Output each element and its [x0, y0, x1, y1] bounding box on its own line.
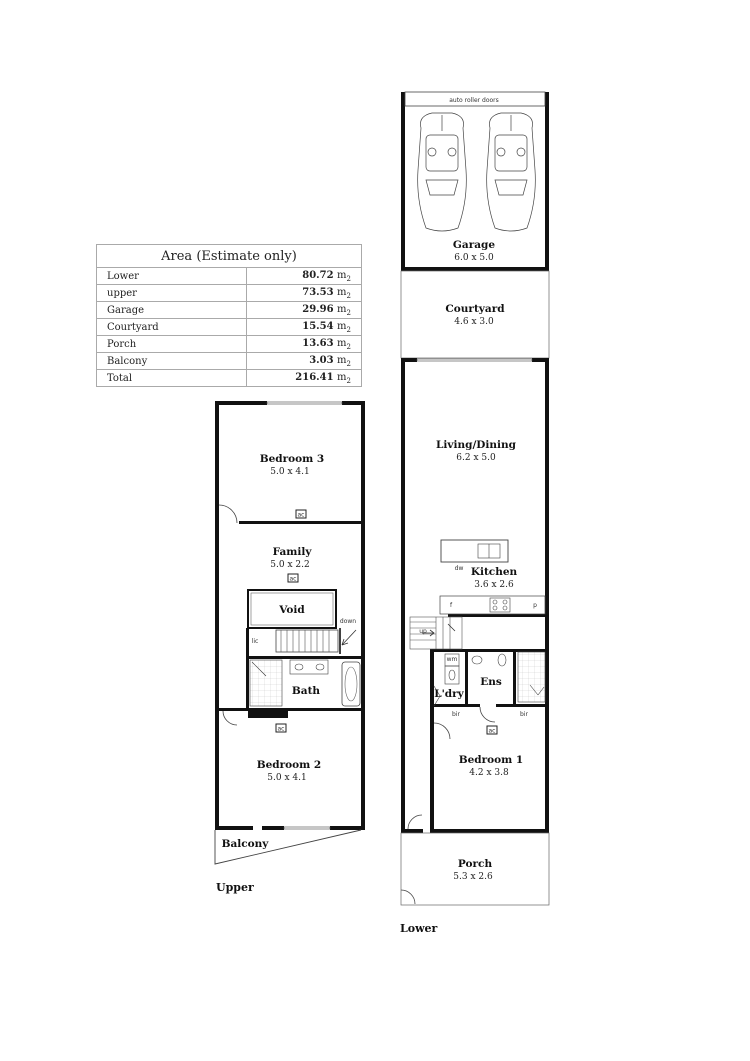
area-value: 73.53	[302, 286, 334, 298]
car-icon	[418, 113, 467, 231]
upper-stairs	[276, 628, 356, 654]
area-value: 13.63	[302, 337, 334, 349]
area-unit-sup: 2	[346, 325, 351, 334]
courtyard-dims: 4.6 x 3.0	[454, 317, 494, 327]
bath-wall-top	[246, 656, 365, 659]
area-value: 15.54	[302, 320, 334, 332]
bedroom1-dims: 4.2 x 3.8	[469, 768, 509, 778]
living-dims: 6.2 x 5.0	[456, 453, 496, 463]
door-swing	[480, 707, 495, 722]
ac-label: ac	[277, 725, 285, 733]
area-unit-sup: 2	[346, 291, 351, 300]
down-label: down	[339, 618, 357, 625]
porch-label: Porch	[457, 858, 493, 870]
living-label: Living/Dining	[436, 439, 516, 451]
void-label: Void	[279, 604, 305, 616]
door-swing	[434, 723, 450, 739]
area-unit: m	[337, 269, 347, 281]
area-value: 3.03	[309, 354, 334, 366]
kitchen-label: Kitchen	[470, 566, 518, 578]
door-swing	[219, 505, 237, 523]
garage-label: Garage	[452, 239, 496, 251]
dw-label: dw	[454, 565, 464, 572]
ac-label: ac	[488, 727, 496, 735]
car-icon	[487, 113, 536, 231]
lower-floor	[400, 92, 549, 935]
ldry-label: L'dry	[434, 688, 464, 700]
upper-wall-right	[361, 401, 365, 830]
bir-label: bir	[452, 711, 460, 718]
area-unit-sup: 2	[346, 376, 351, 385]
area-unit: m	[337, 354, 347, 366]
bir-label: bir	[520, 711, 528, 718]
balcony-label: Balcony	[221, 838, 269, 850]
area-unit-sup: 2	[346, 342, 351, 351]
up-label: up	[419, 628, 427, 635]
area-label: upper	[97, 285, 247, 302]
area-label: Garage	[97, 302, 247, 319]
fridge-label: f	[449, 602, 453, 609]
upper-slider-door	[284, 827, 330, 829]
lic-wall	[246, 628, 249, 658]
bedroom3-dims: 5.0 x 4.1	[270, 467, 310, 477]
ac-label: ac	[297, 511, 305, 519]
area-value: 29.96	[302, 303, 334, 315]
area-label: Total	[97, 370, 247, 387]
area-unit: m	[337, 303, 347, 315]
door-swing	[401, 890, 415, 904]
roller-door-label: auto roller doors	[449, 97, 499, 104]
area-unit: m	[337, 286, 347, 298]
upper-window-top	[267, 402, 342, 404]
area-value: 80.72	[302, 269, 334, 281]
upper-wall-left	[215, 401, 219, 830]
area-unit: m	[337, 320, 347, 332]
bath-label: Bath	[291, 685, 321, 697]
bedroom2-dims: 5.0 x 4.1	[267, 773, 307, 783]
upper-wall-top-left	[215, 401, 267, 405]
bedroom2-label: Bedroom 2	[256, 759, 322, 771]
garage-dims: 6.0 x 5.0	[454, 253, 494, 263]
bedroom3-label: Bedroom 3	[259, 453, 325, 465]
lower-level-label: Lower	[400, 922, 438, 935]
area-unit: m	[337, 337, 347, 349]
wm-label: wm	[446, 656, 458, 663]
lic-label: lic	[251, 638, 259, 645]
kitchen-island	[441, 540, 508, 562]
upper-wall-bed3	[239, 521, 365, 524]
family-label: Family	[272, 546, 312, 558]
area-unit-sup: 2	[346, 308, 351, 317]
cooktop-icon	[490, 598, 510, 612]
area-label: Balcony	[97, 353, 247, 370]
area-unit-sup: 2	[346, 359, 351, 368]
upper-floor	[215, 401, 365, 894]
bedroom1-label: Bedroom 1	[458, 754, 524, 766]
pantry-label: p	[533, 602, 537, 609]
area-label: Porch	[97, 336, 247, 353]
lower-stairs	[410, 617, 462, 649]
courtyard-label: Courtyard	[445, 303, 505, 315]
ac-label: ac	[289, 575, 297, 583]
upper-wall-bottom-mid	[262, 826, 284, 830]
upper-wall-bottom-right	[330, 826, 365, 830]
area-unit-sup: 2	[346, 274, 351, 283]
kitchen-dims: 3.6 x 2.6	[474, 580, 514, 590]
bath-wall-bottom	[219, 708, 365, 711]
area-table-title: Area (Estimate only)	[97, 245, 362, 268]
area-value: 216.41	[295, 371, 334, 383]
area-label: Courtyard	[97, 319, 247, 336]
ens-label: Ens	[480, 676, 502, 688]
upper-wall-top-right	[342, 401, 365, 405]
area-label: Lower	[97, 268, 247, 285]
area-unit: m	[337, 371, 347, 383]
family-dims: 5.0 x 2.2	[270, 560, 310, 570]
upper-level-label: Upper	[216, 881, 254, 894]
upper-wall-bottom-left	[215, 826, 253, 830]
porch-dims: 5.3 x 2.6	[453, 872, 493, 882]
